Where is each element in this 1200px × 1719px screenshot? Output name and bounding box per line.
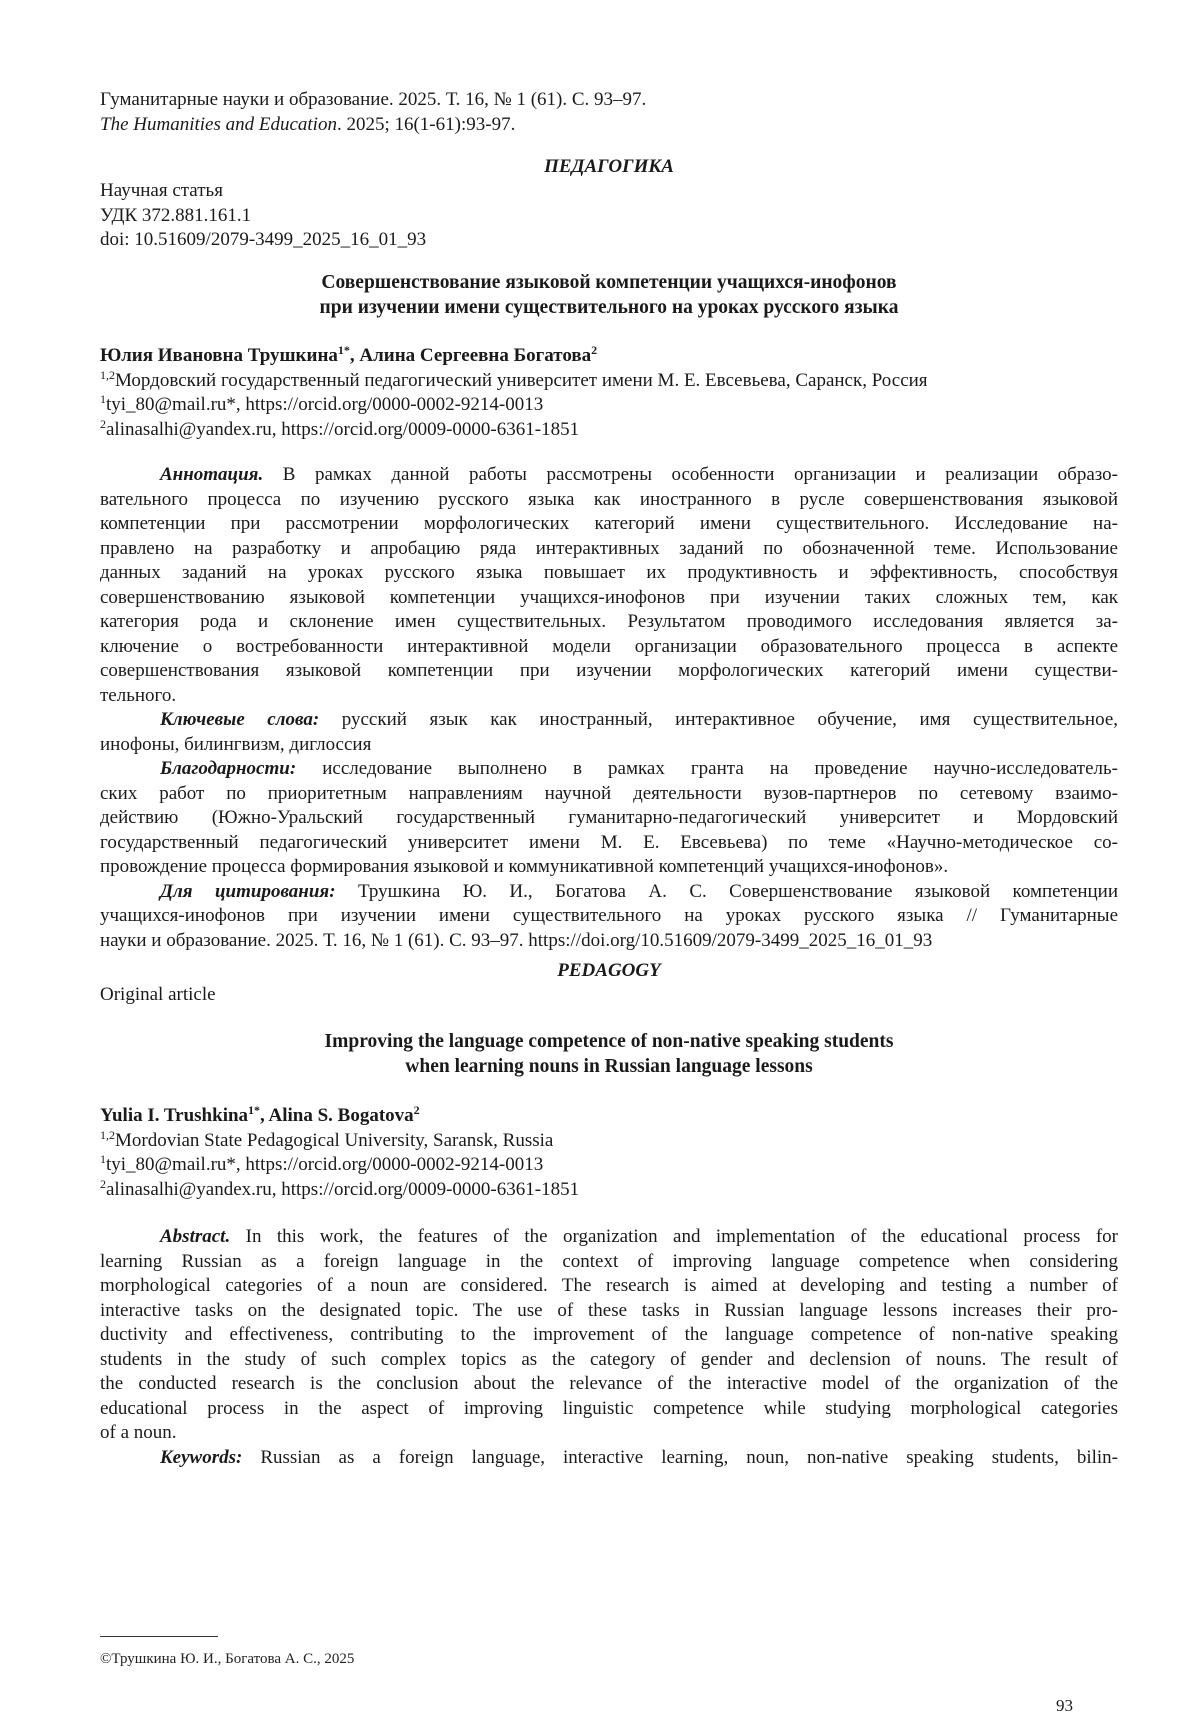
abstract-line: совершенствования языковой компетенции при изучении морфологических категорий имени существи- bbox=[100, 660, 1118, 681]
thanks-text: исследование выполнено в рамках гранта на проведение научно-исследователь- bbox=[296, 758, 1118, 779]
abstract-line: educational process in the aspect of improving linguistic competence while studying morphological categories bbox=[100, 1397, 1118, 1419]
abstract-line: morphological categories of a noun are considered. The research is aimed at developing and testing a number of bbox=[100, 1275, 1118, 1296]
keywords-text: русский язык как иностранный, интерактивное обучение, имя существительное, bbox=[319, 709, 1118, 730]
journal-citation-ru: Гуманитарные науки и образование. 2025. Т. 16, № 1 (61). С. 93–97. bbox=[100, 89, 647, 110]
journal-title-en: The Humanities and Education bbox=[100, 113, 337, 135]
journal-citation-en-rest: . 2025; 16(1-61):93-97. bbox=[336, 113, 516, 135]
author-line bbox=[100, 344, 1118, 369]
citation-ru bbox=[100, 880, 1118, 905]
authors-ru bbox=[100, 344, 1118, 442]
affiliation-text: Mordovian State Pedagogical University, Saransk, Russia bbox=[115, 1129, 554, 1151]
author-1: Юлия Ивановна Трушкина bbox=[100, 345, 338, 366]
email-line-1 bbox=[100, 1153, 1118, 1178]
abstract-line: the conducted research is the conclusion about the relevance of the interactive model of the organization of the bbox=[100, 1373, 1118, 1394]
title-line: Improving the language competence of non-native speaking students bbox=[324, 1031, 894, 1052]
affiliation-en bbox=[100, 1129, 1118, 1154]
author-1-sup: 1* bbox=[248, 1103, 261, 1117]
author-2: Алина Сергеевна Богатова bbox=[359, 345, 592, 366]
authors-en bbox=[100, 1104, 1118, 1202]
author-2-sup: 2 bbox=[591, 343, 598, 357]
keywords-label: Keywords: bbox=[160, 1446, 243, 1468]
author-2: Alina S. Bogatova bbox=[268, 1105, 414, 1126]
abstract-text: В рамках данной работы рассмотрены особенности организации и реализации образо- bbox=[263, 464, 1118, 485]
abstract-line: данных заданий на уроках русского языка повышает их продуктивность и эффективность, способствуя bbox=[100, 562, 1118, 583]
affiliation-text: Мордовский государственный педагогический университет имени М. Е. Евсевьева, Саранск, Россия bbox=[115, 369, 928, 391]
email-2-text[interactable]: alinasalhi@yandex.ru, https://orcid.org/0009-0000-6361-1851 bbox=[106, 1178, 580, 1200]
abstract-line: learning Russian as a foreign language in the context of improving language competence when considering bbox=[100, 1250, 1118, 1272]
abstract-line: students in the study of such complex topics as the category of gender and declension of nouns. The result of bbox=[100, 1348, 1118, 1370]
email-sup: 1 bbox=[100, 392, 106, 406]
email-1-text[interactable]: tyi_80@mail.ru*, https://orcid.org/0000-0002-9214-0013 bbox=[106, 394, 544, 415]
article-title-ru bbox=[100, 271, 1118, 320]
thanks-line: провождение процесса формирования языковой и коммуникативной компетенций учащихся-инофонов». bbox=[100, 856, 949, 877]
abstract-line: компетенции при рассмотрении морфологических категорий имени существительного. Исследование на- bbox=[100, 513, 1118, 534]
email-2-text[interactable]: alinasalhi@yandex.ru, https://orcid.org/0009-0000-6361-1851 bbox=[106, 418, 580, 440]
affiliation-sup: 1,2 bbox=[100, 1127, 115, 1142]
abstract-ru bbox=[100, 463, 1118, 953]
title-line: Совершенствование языковой компетенции учащихся-инофонов bbox=[321, 272, 897, 293]
abstract-line: вательного процесса по изучению русского языка как иностранного в русле совершенствования языковой bbox=[100, 488, 1118, 510]
keywords-label: Ключевые слова: bbox=[160, 709, 320, 730]
abstract-line: of a noun. bbox=[100, 1422, 177, 1443]
citation-line: науки и образование. 2025. Т. 16, № 1 (61). С. 93–97. https://doi.org/10.51609/2079-3499_2025_16_01_93 bbox=[100, 929, 933, 951]
citation-line: учащихся-инофонов при изучении имени существительного на уроках русского языка // Гуманитарные bbox=[100, 905, 1118, 926]
thanks-ru bbox=[100, 757, 1118, 782]
title-line: при изучении имени существительного на уроках русского языка bbox=[319, 296, 899, 318]
article-meta-ru bbox=[100, 179, 1118, 253]
author-separator: , bbox=[260, 1105, 269, 1126]
article-type-en: Original article bbox=[100, 984, 216, 1005]
abstract-label: Abstract. bbox=[160, 1226, 231, 1247]
thanks-label: Благодарности: bbox=[160, 758, 297, 779]
author-1: Yulia I. Trushkina bbox=[100, 1105, 249, 1126]
citation-text: Трушкина Ю. И., Богатова А. С. Совершенствование языковой компетенции bbox=[335, 880, 1118, 902]
affiliation-ru bbox=[100, 369, 1118, 394]
affiliation-sup: 1,2 bbox=[100, 367, 115, 382]
copyright-footnote: ©Трушкина Ю. И., Богатова А. С., 2025 bbox=[100, 1651, 355, 1667]
abstract-line: interactive tasks on the designated topic. The use of these tasks in Russian language lessons increases their pro- bbox=[100, 1299, 1118, 1321]
abstract-text: In this work, the features of the organization and implementation of the educational process for bbox=[230, 1226, 1118, 1247]
abstract-line: тельного. bbox=[100, 684, 177, 706]
page-number: 93 bbox=[1056, 1696, 1073, 1715]
author-line bbox=[100, 1104, 1118, 1129]
abstract-label: Аннотация. bbox=[160, 464, 264, 485]
rubric-ru: ПЕДАГОГИКА bbox=[544, 156, 674, 177]
keywords-en bbox=[100, 1446, 1118, 1471]
abstract-line: ключение о востребованности интерактивной модели организации образовательного процесса в аспекте bbox=[100, 635, 1118, 657]
author-separator: , bbox=[349, 345, 360, 366]
author-1-sup: 1* bbox=[337, 343, 350, 357]
journal-citation-en bbox=[100, 113, 1118, 138]
udc: УДК 372.881.161.1 bbox=[100, 204, 252, 226]
email-line-2 bbox=[100, 418, 1118, 443]
keywords-text: Russian as a foreign language, interactive learning, noun, non-native speaking students, bilin- bbox=[242, 1446, 1118, 1468]
rubric-en: PEDAGOGY bbox=[557, 960, 661, 981]
footnote-divider bbox=[100, 1636, 218, 1637]
abstract-line: категория рода и склонение имен существительных. Результатом проводимого исследования является за- bbox=[100, 611, 1118, 632]
citation-label: Для цитирования: bbox=[160, 880, 336, 902]
abstract-line bbox=[100, 463, 1118, 488]
doi: doi: 10.51609/2079-3499_2025_16_01_93 bbox=[100, 229, 427, 250]
abstract-en bbox=[100, 1225, 1118, 1470]
email-sup: 2 bbox=[100, 1176, 106, 1191]
abstract-line: правлено на разработку и апробацию ряда интерактивных заданий по обозначенной теме. Использование bbox=[100, 537, 1118, 559]
keywords-line: инофоны, билингвизм, диглоссия bbox=[100, 733, 372, 755]
article-type-ru: Научная статья bbox=[100, 180, 223, 201]
email-line-1 bbox=[100, 393, 1118, 418]
journal-header bbox=[100, 88, 1118, 137]
abstract-line: ductivity and effectiveness, contributing to the improvement of the language competence of non-native speaking bbox=[100, 1324, 1118, 1345]
email-1-text[interactable]: tyi_80@mail.ru*, https://orcid.org/0000-0002-9214-0013 bbox=[106, 1154, 544, 1175]
thanks-line: ских работ по приоритетным направлениям научной деятельности вузов-партнеров по сетевому взаимо- bbox=[100, 782, 1118, 804]
email-line-2 bbox=[100, 1178, 1118, 1203]
email-sup: 1 bbox=[100, 1152, 106, 1166]
keywords-ru bbox=[100, 708, 1118, 733]
abstract-line bbox=[100, 1225, 1118, 1250]
thanks-line: действию (Южно-Уральский государственный гуманитарно-педагогический университет и Мордовский bbox=[100, 807, 1118, 828]
thanks-line: государственный педагогический университет имени М. Е. Евсевьева) по теме «Научно-методическое со- bbox=[100, 831, 1118, 853]
author-2-sup: 2 bbox=[413, 1103, 420, 1117]
email-sup: 2 bbox=[100, 416, 106, 431]
abstract-line: совершенствованию языковой компетенции учащихся-инофонов при изучении таких сложных тем, как bbox=[100, 586, 1118, 608]
title-line: when learning nouns in Russian language lessons bbox=[405, 1055, 813, 1077]
article-title-en bbox=[100, 1030, 1118, 1079]
